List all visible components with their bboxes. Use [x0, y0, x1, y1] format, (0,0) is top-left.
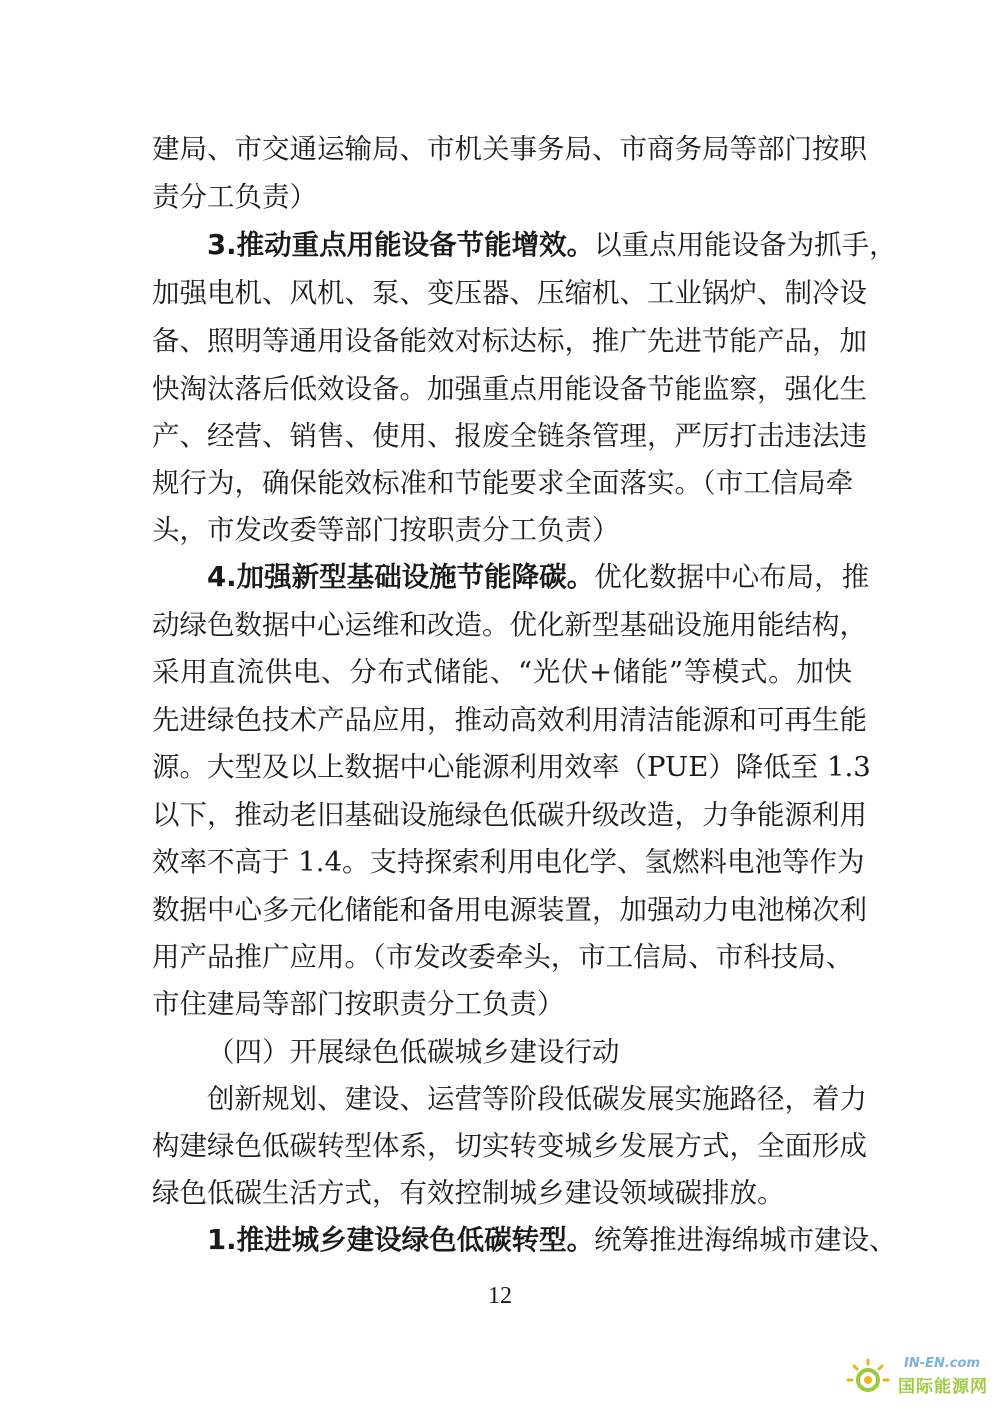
text-line: 用产品推广应用。（市发改委牵头，市工信局、市科技局、	[152, 941, 854, 973]
text-line: 效率不高于 1.4。支持探索利用电化学、氢燃料电池等作为	[152, 846, 865, 878]
text-line: 规行为，确保能效标准和节能要求全面落实。（市工信局牵	[152, 467, 854, 499]
text-line: 责分工负责）	[152, 181, 317, 213]
text-line: 4.加强新型基础设施节能降碳。优化数据中心布局，推	[207, 561, 870, 593]
text-line: 数据中心多元化储能和备用电源装置，加强动力电池梯次利	[152, 894, 867, 926]
text-line: 绿色低碳生活方式，有效控制城乡建设领域碳排放。	[152, 1177, 785, 1209]
text-line: 源。大型及以上数据中心能源利用效率（PUE）降低至 1.3	[152, 751, 871, 783]
item-heading: 4.加强新型基础设施节能降碳。	[207, 561, 595, 593]
item-heading: 3.推动重点用能设备节能增效。	[207, 229, 595, 261]
watermark-site: IN-EN.com	[904, 1356, 980, 1371]
text-line: 先进绿色技术产品应用，推动高效利用清洁能源和可再生能	[152, 704, 867, 736]
section-heading: （四）开展绿色低碳城乡建设行动	[207, 1036, 620, 1068]
text-line: 以下，推动老旧基础设施绿色低碳升级改造，力争能源利用	[152, 799, 867, 831]
item-heading: 1.推进城乡建设绿色低碳转型。	[207, 1224, 595, 1256]
text-line: 创新规划、建设、运营等阶段低碳发展实施路径，着力	[207, 1083, 867, 1115]
text-line: 市住建局等部门按职责分工负责）	[152, 988, 565, 1020]
text-line: 快淘汰落后低效设备。加强重点用能设备节能监察，强化生	[152, 373, 867, 405]
text-line: 加强电机、风机、泵、变压器、压缩机、工业锅炉、制冷设	[152, 277, 867, 309]
text-line: 备、照明等通用设备能效对标达标，推广先进节能产品，加	[152, 325, 867, 357]
page-number: 12	[488, 1283, 512, 1309]
text-line: 动绿色数据中心运维和改造。优化新型基础设施用能结构，	[152, 609, 867, 641]
text-line: 产、经营、销售、使用、报废全链条管理，严厉打击违法违	[152, 420, 867, 452]
text-line: 3.推动重点用能设备节能增效。以重点用能设备为抓手，	[207, 229, 897, 261]
sun-logo-icon	[842, 1346, 902, 1406]
text-line: 头，市发改委等部门按职责分工负责）	[152, 514, 620, 546]
text-line: 建局、市交通运输局、市机关事务局、市商务局等部门按职	[152, 133, 867, 165]
text-line: 构建绿色低碳转型体系，切实转变城乡发展方式，全面形成	[152, 1130, 867, 1162]
text-line: 采用直流供电、分布式储能、“光伏+储能”等模式。加快	[152, 656, 852, 688]
site-watermark	[842, 1346, 992, 1406]
text-line: 1.推进城乡建设绿色低碳转型。统筹推进海绵城市建设、	[207, 1224, 897, 1256]
watermark-name: 国际能源网	[898, 1377, 988, 1397]
